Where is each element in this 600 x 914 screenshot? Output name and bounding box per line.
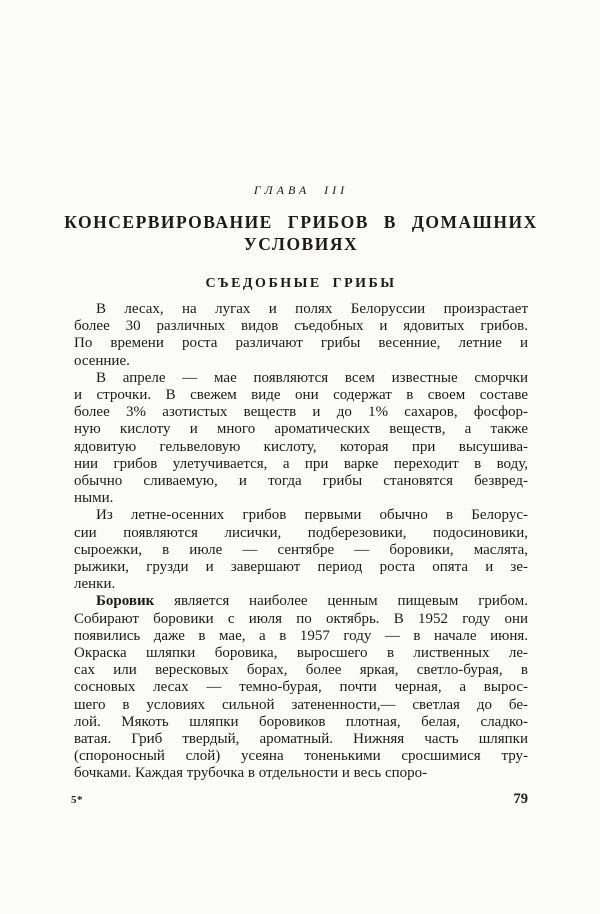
- chapter-title: [40, 211, 562, 255]
- text-line: более 3% азотистых веществ и до 1% сахаров, фосфор-: [74, 404, 528, 421]
- text-line: сах или вересковых борах, более яркая, светло-бурая, в: [74, 662, 528, 679]
- text-line: шего в условиях сильной затененности,— светлая до бе-: [74, 696, 528, 713]
- paragraph: [74, 507, 528, 593]
- text-line: обычно сливаемую, и тогда грибы становятся безвред-: [74, 473, 528, 490]
- text-line: Окраска шляпки боровика, выросшего в лиственных ле-: [74, 645, 528, 662]
- section-heading: СЪЕДОБНЫЕ ГРИБЫ: [205, 276, 397, 291]
- page-footer: [71, 791, 528, 808]
- text-line: В лесах, на лугах и полях Белоруссии произрастает: [96, 301, 528, 317]
- text-line: ленки.: [74, 576, 116, 593]
- text-line: Собирают боровики с июля по октябрь. В 1952 году они: [74, 610, 528, 627]
- bold-lead-word: Боровик: [96, 593, 155, 610]
- page-number: 79: [513, 791, 528, 807]
- text-line: Боровик является наиболее ценным пищевым грибом.: [96, 593, 528, 610]
- signature-mark: 5*: [71, 794, 83, 806]
- text-line: нии грибов улетучивается, а при варке переходит в воду,: [74, 455, 528, 472]
- chapter-title-line-2: УСЛОВИЯХ: [243, 234, 359, 254]
- text-line: (спороносный слой) усеяна тоненькими сросшимися тру-: [74, 748, 528, 765]
- text-line: более 30 различных видов съедобных и ядовитых грибов.: [74, 318, 528, 335]
- text-line: ядовитую гельвеловую кислоту, которая при высушива-: [74, 438, 528, 455]
- text-line: ватая. Гриб твердый, ароматный. Нижняя часть шляпки: [74, 731, 528, 748]
- chapter-label: ГЛАВА III: [253, 183, 349, 197]
- text-line: По времени роста различают грибы весенние, летние и: [74, 335, 528, 352]
- chapter-title-line-1: КОНСЕРВИРОВАНИЕ ГРИБОВ В ДОМАШНИХ: [64, 212, 538, 232]
- text-line: ными.: [74, 490, 114, 507]
- body-text: [74, 301, 528, 783]
- paragraph: [74, 370, 528, 508]
- text-line: и строчки. В свежем виде они содержат в своем составе: [74, 387, 528, 404]
- text-line: сосновых лесах — темно-бурая, почти черная, а вырос-: [74, 679, 528, 696]
- text-line: лой. Мякоть шляпки боровиков плотная, белая, сладко-: [74, 713, 528, 730]
- text-line: Из летне-осенних грибов первыми обычно в Белорус-: [96, 507, 528, 524]
- text-line: осенние.: [74, 352, 130, 369]
- text-line: ную кислоту и много ароматических веществ, а также: [74, 421, 528, 438]
- text-line: сыроежки, в июле — сентябре — боровики, маслята,: [74, 541, 528, 558]
- text-line: появились даже в мае, а в 1957 году — в начале июня.: [74, 627, 528, 644]
- text-line: В апреле — мае появляются всем известные сморчки: [96, 369, 528, 386]
- text-line: бочками. Каждая трубочка в отдельности и весь споро-: [74, 765, 428, 782]
- paragraph: [74, 301, 528, 370]
- text-line: рыжики, грузди и завершают период роста опята и зе-: [74, 559, 528, 576]
- paragraph: [74, 593, 528, 782]
- text-line: сии появляются лисички, подберезовики, подосиновики,: [74, 524, 528, 541]
